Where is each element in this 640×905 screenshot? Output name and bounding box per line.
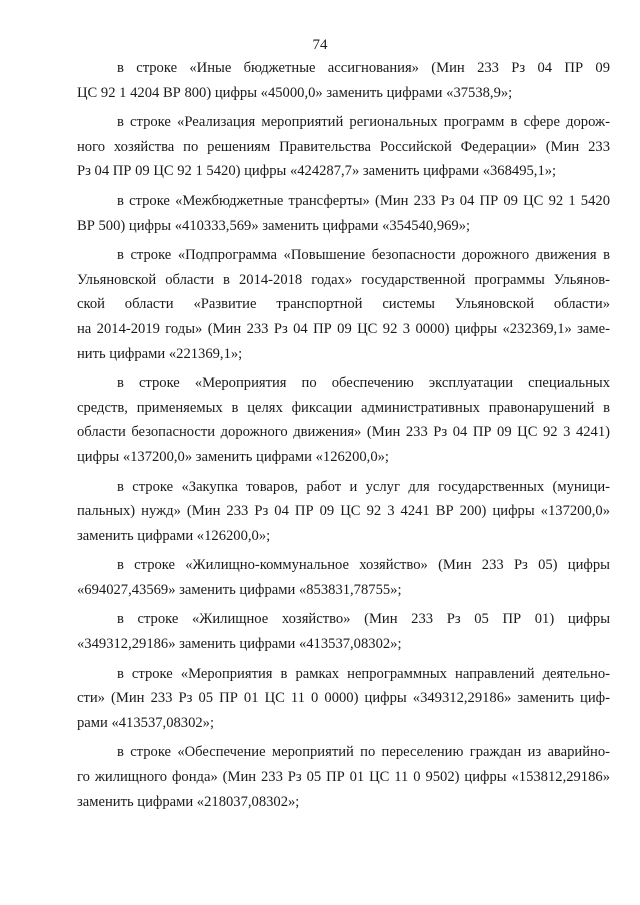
paragraph-line: на 2014-2019 годы» (Мин 233 Рз 04 ПР 09 ЦС 92 3 0000) цифры «232369,1» заме- — [77, 320, 610, 337]
paragraph — [77, 740, 610, 814]
paragraph-line: «349312,29186» заменить цифрами «413537,08302»; — [77, 636, 402, 653]
paragraph-line: в строке «Реализация мероприятий региональных программ в сфере дорож- — [117, 114, 610, 131]
paragraph-line: нить цифрами «221369,1»; — [77, 345, 243, 362]
paragraph-line: ской области «Развитие транспортной системы Ульяновской области» — [77, 296, 610, 313]
paragraph-line: в строке «Иные бюджетные ассигнования» (Мин 233 Рз 04 ПР 09 — [117, 60, 610, 76]
paragraph-line: ного хозяйства по решениям Правительства Российской Федерации» (Мин 233 — [77, 138, 610, 155]
page-number: 74 — [312, 37, 328, 53]
paragraph-line: пальных) нужд» (Мин 233 Рз 04 ПР 09 ЦС 92 3 4241 ВР 200) цифры «137200,0» — [77, 503, 610, 520]
paragraph-line: в строке «Мероприятия по обеспечению эксплуатации специальных — [117, 375, 610, 392]
paragraph-line: сти» (Мин 233 Рз 05 ПР 01 ЦС 11 0 0000) цифры «349312,29186» заменить циф- — [77, 690, 610, 707]
paragraph — [77, 189, 610, 238]
paragraph — [77, 475, 610, 549]
paragraph-line: го жилищного фонда» (Мин 233 Рз 05 ПР 01 ЦС 11 0 9502) цифры «153812,29186» — [77, 769, 610, 786]
document-body — [77, 56, 610, 819]
paragraph-line: ЦС 92 1 4204 ВР 800) цифры «45000,0» заменить цифрами «37538,9»; — [77, 84, 513, 101]
paragraph-line: области безопасности дорожного движения» (Мин 233 Рз 04 ПР 09 ЦС 92 3 4241) — [77, 424, 610, 441]
paragraph-line: в строке «Мероприятия в рамках непрограммных направлений деятельно- — [117, 665, 610, 682]
paragraph-line: в строке «Обеспечение мероприятий по переселению граждан из аварийно- — [117, 744, 610, 761]
paragraph-line: рами «413537,08302»; — [77, 714, 215, 731]
paragraph-line: заменить цифрами «126200,0»; — [77, 527, 271, 544]
paragraph — [77, 110, 610, 184]
paragraph-line: «694027,43569» заменить цифрами «853831,78755»; — [77, 581, 402, 598]
paragraph-line: Ульяновской области в 2014-2018 годах» государственной программы Ульянов- — [77, 271, 610, 288]
paragraph-line: ВР 500) цифры «410333,569» заменить цифрами «354540,969»; — [77, 217, 471, 234]
paragraph-line: заменить цифрами «218037,08302»; — [77, 793, 300, 810]
paragraph-line: средств, применяемых в целях фиксации административных правонарушений в — [77, 399, 610, 416]
paragraph — [77, 56, 610, 105]
paragraph — [77, 371, 610, 469]
paragraph-line: в строке «Жилищно-коммунальное хозяйство» (Мин 233 Рз 05) цифры — [117, 557, 610, 574]
paragraph — [77, 662, 610, 736]
paragraph-line: в строке «Жилищное хозяйство» (Мин 233 Рз 05 ПР 01) цифры — [117, 611, 610, 628]
paragraph-line: Рз 04 ПР 09 ЦС 92 1 5420) цифры «424287,7» заменить цифрами «368495,1»; — [77, 163, 557, 180]
paragraph-line: цифры «137200,0» заменить цифрами «126200,0»; — [77, 448, 389, 465]
paragraph — [77, 553, 610, 602]
paragraph-line: в строке «Закупка товаров, работ и услуг для государственных (муници- — [117, 478, 610, 495]
paragraph — [77, 607, 610, 656]
paragraph-line: в строке «Межбюджетные трансферты» (Мин 233 Рз 04 ПР 09 ЦС 92 1 5420 — [117, 192, 610, 209]
paragraph — [77, 243, 610, 366]
paragraph-line: в строке «Подпрограмма «Повышение безопасности дорожного движения в — [117, 247, 610, 264]
